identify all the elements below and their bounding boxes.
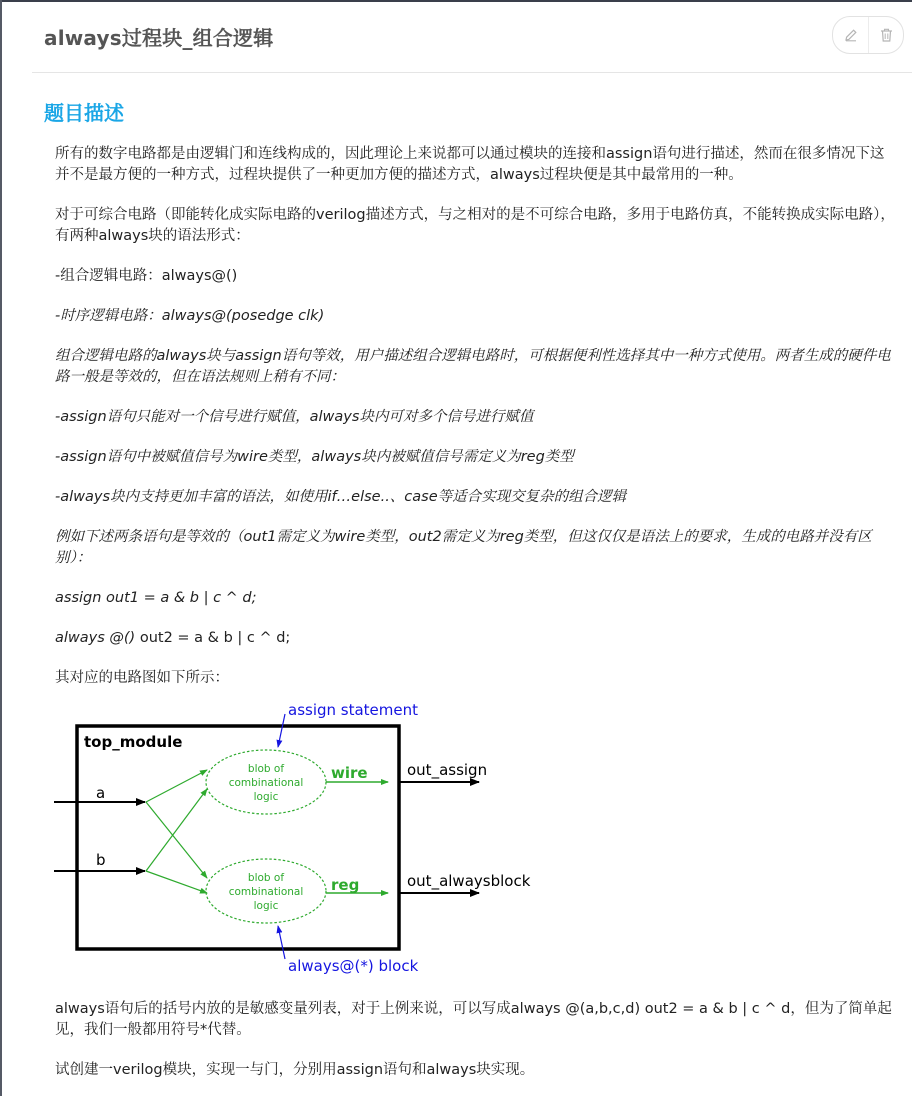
code-always-statement: [55, 628, 895, 649]
blob-assign-line-3: logic: [253, 791, 279, 803]
section-title: 题目描述: [44, 101, 124, 125]
a-to-bottom-blob: [146, 802, 207, 878]
blob-assign-line-1: blob of: [247, 763, 285, 775]
delete-button[interactable]: [868, 17, 904, 53]
problem-header: [32, 0, 912, 73]
blob-always-line-3: logic: [253, 900, 279, 912]
paragraph-diagram-intro: 其对应的电路图如下所示：: [55, 670, 229, 686]
edit-button[interactable]: [833, 17, 868, 53]
paragraph-sensitivity-list: always语句后的括号内放的是敏感变量列表，对于上例来说，可以写成always @(a,b,c,d) out2 = a & b | c ^ d，但为了简单起见，我们一般都用符号*代替。: [55, 1001, 892, 1038]
pencil-icon: [844, 28, 858, 42]
b-to-bottom-blob: [146, 871, 207, 893]
paragraph-intro: 所有的数字电路都是由逻辑门和连线构成的，因此理论上来说都可以通过模块的连接和assign语句进行描述，然而在很多情况下这并不是最方便的一种方式，过程块提供了一种更加方便的描述方式，always过程块便是其中最常用的一种。: [55, 146, 885, 183]
assign-annotation-label: assign statement: [288, 701, 419, 719]
paragraph-equivalence: 组合逻辑电路的always块与assign语句等效，用户描述组合逻辑电路时，可根据便利性选择其中一种方式使用。两者生成的硬件电路一般是等效的，但在语法规则上稍有不同：: [55, 348, 891, 385]
paragraph-example-intro: 例如下述两条语句是等效的（out1需定义为wire类型，out2需定义为reg类型，但这仅仅是语法上的要求，生成的电路并没有区别）：: [55, 529, 872, 566]
always-annotation-label: always@(*) block: [288, 957, 419, 975]
problem-description: [55, 144, 895, 708]
problem-description-continued: [55, 999, 900, 1100]
module-name-label: top_module: [84, 733, 183, 751]
circuit-diagram: [54, 695, 544, 980]
code-always-body: out2 = a & b | c ^ d;: [135, 630, 291, 646]
paragraph-synthesizable: 对于可综合电路（即能转化成实际电路的verilog描述方式，与之相对的是不可综合电路，多用于电路仿真，不能转换成实际电路），有两种always块的语法形式：: [55, 207, 895, 244]
reg-label: reg: [331, 876, 360, 894]
paragraph-sequential-syntax: -时序逻辑电路：always@(posedge clk): [55, 308, 325, 324]
blob-always-line-1: blob of: [247, 872, 285, 884]
a-to-top-blob: [146, 770, 207, 802]
paragraph-rule-1: -assign语句只能对一个信号进行赋值，always块内可对多个信号进行赋值: [55, 409, 534, 425]
paragraph-rule-3: -always块内支持更加丰富的语法，如使用if…else..、case等适合实现交复杂的组合逻辑: [55, 489, 627, 505]
b-to-top-blob: [146, 789, 207, 871]
trash-icon: [880, 28, 893, 42]
action-group: [832, 16, 904, 54]
input-a-label: a: [96, 784, 106, 802]
left-border: [0, 0, 2, 1096]
input-b-label: b: [96, 851, 106, 869]
paragraph-task: 试创建一verilog模块，实现一与门，分别用assign语句和always块实现。: [55, 1062, 535, 1078]
assign-annotation-arrow: [278, 714, 285, 747]
code-assign-statement: assign out1 = a & b | c ^ d;: [55, 590, 257, 606]
blob-always-line-2: combinational: [228, 886, 304, 898]
always-annotation-arrow: [278, 926, 285, 959]
out-assign-label: out_assign: [407, 761, 488, 779]
page-title: always过程块_组合逻辑: [44, 26, 274, 50]
paragraph-combinational-syntax: -组合逻辑电路：always@(): [55, 268, 238, 284]
out-alwaysblock-label: out_alwaysblock: [407, 872, 531, 890]
paragraph-rule-2: -assign语句中被赋值信号为wire类型，always块内被赋值信号需定义为reg类型: [55, 449, 574, 465]
code-always-keyword: always @(): [55, 630, 136, 646]
blob-assign-line-2: combinational: [228, 777, 304, 789]
wire-label: wire: [331, 764, 368, 782]
module-box: [77, 726, 399, 949]
